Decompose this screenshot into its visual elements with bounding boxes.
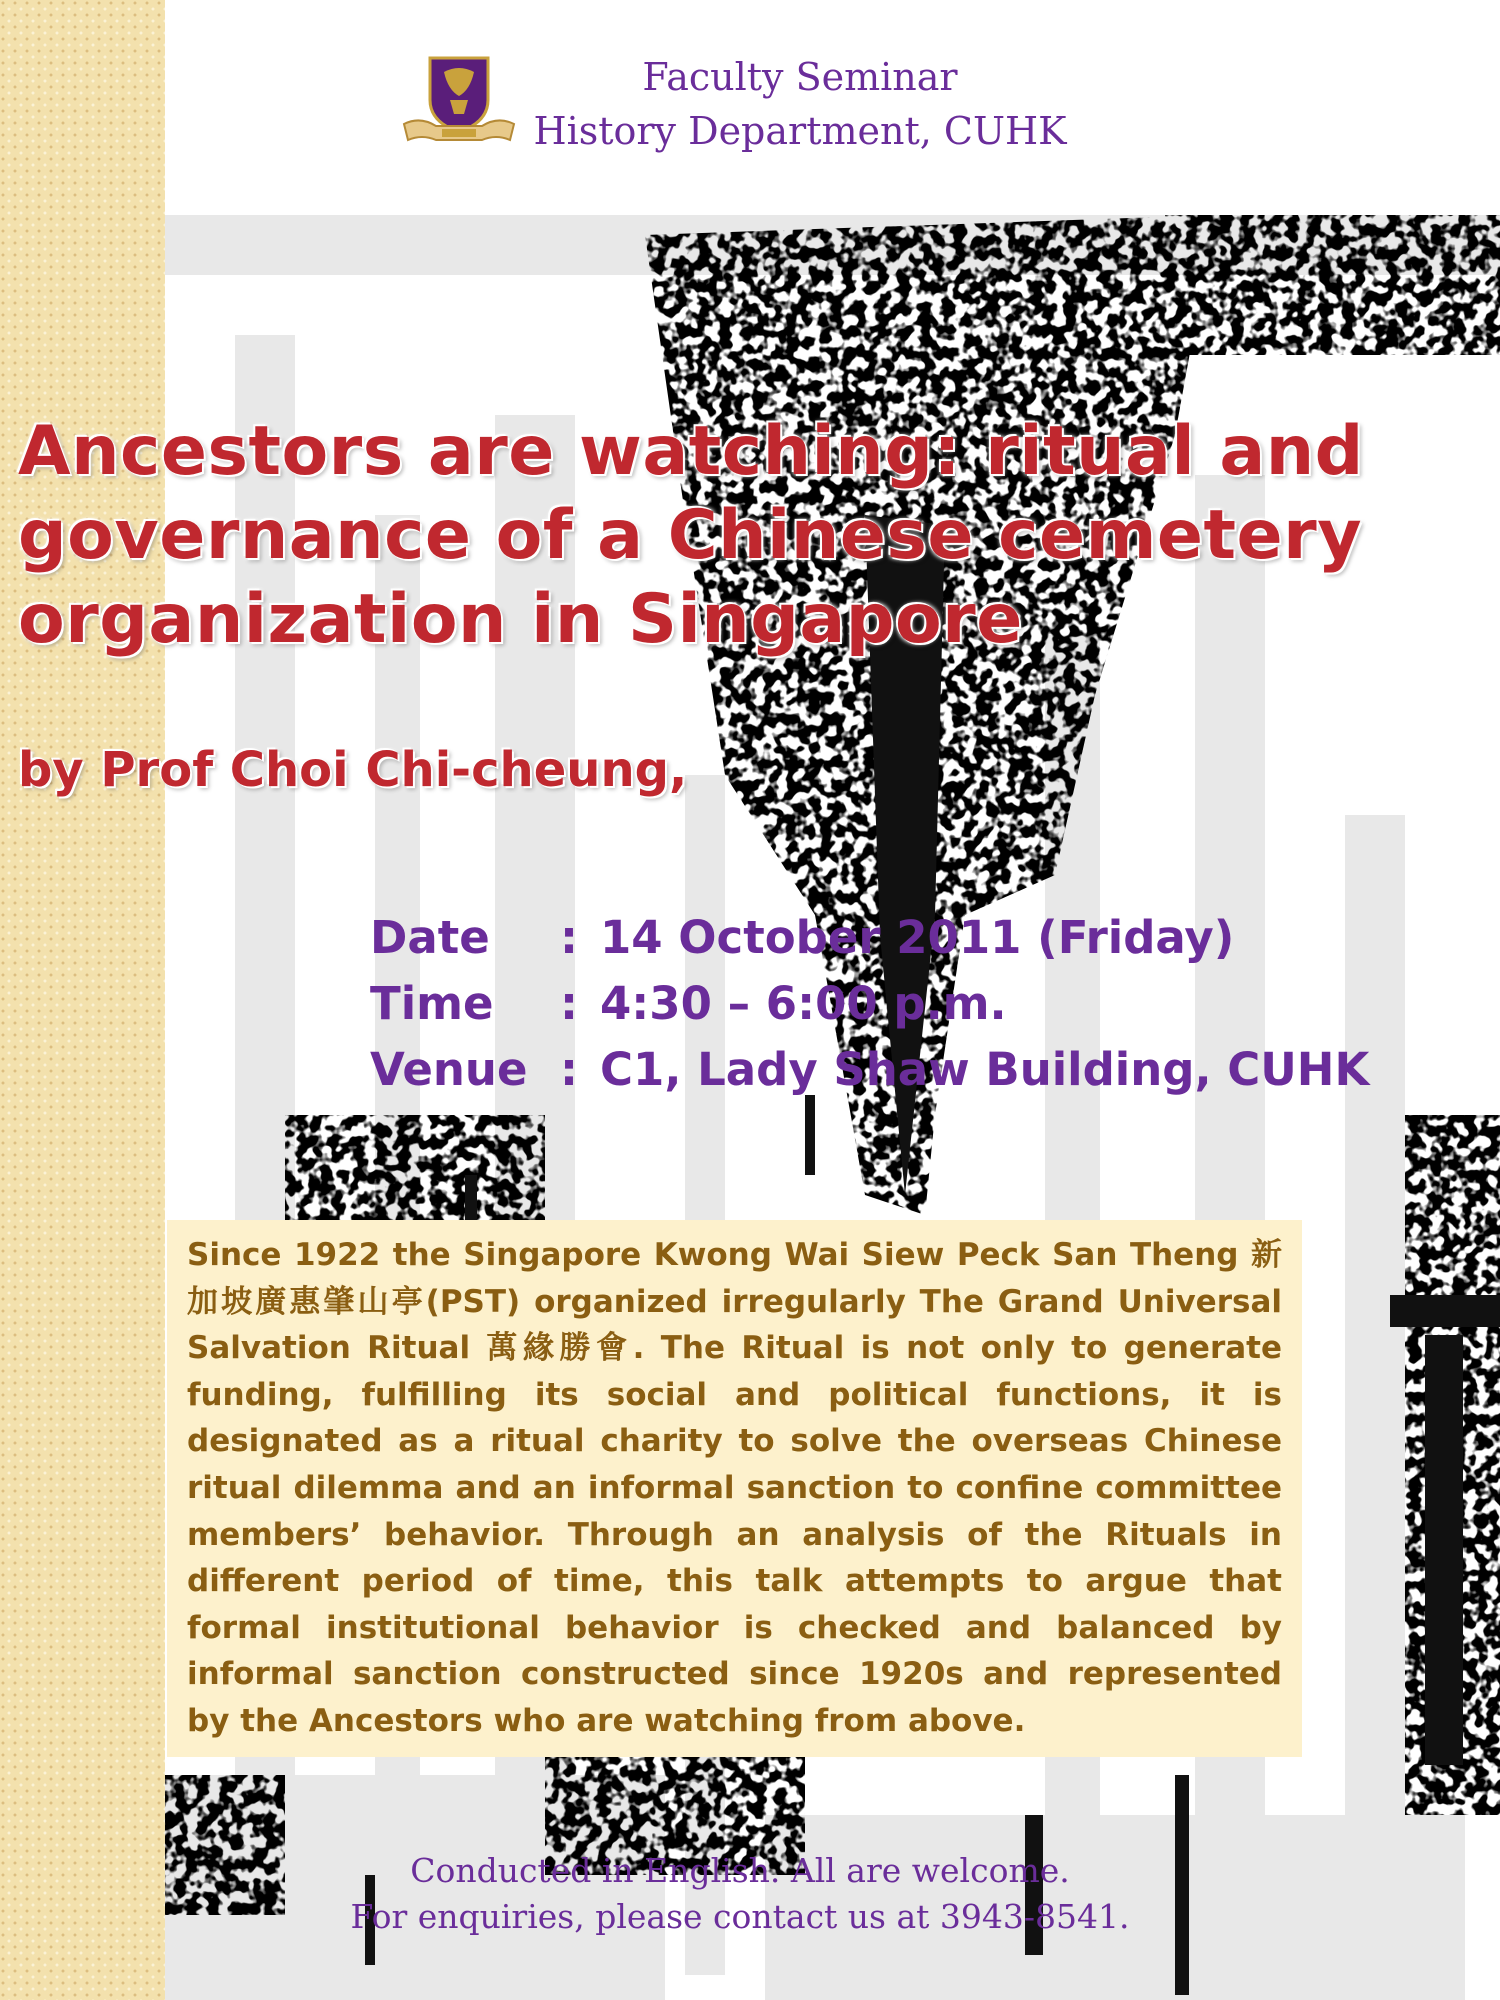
detail-label: Time (370, 977, 494, 1030)
header-line-2: History Department, CUHK (533, 109, 1067, 153)
title-line-3: organization in Singapore (18, 580, 1023, 659)
abstract-box (167, 1220, 1302, 1757)
detail-label: Venue (370, 1043, 528, 1096)
detail-separator: : (560, 977, 578, 1030)
header-line-1: Faculty Seminar (642, 55, 958, 99)
decorative-side-strip (0, 0, 165, 2000)
speaker-name: by Prof Choi Chi-cheung, (18, 742, 688, 798)
detail-label: Date (370, 911, 490, 964)
event-details (370, 905, 1490, 1103)
detail-row-venue (370, 1037, 1490, 1103)
detail-separator: : (560, 911, 578, 964)
title-line-2: governance of a Chinese cemetery (18, 496, 1363, 575)
title-line-1: Ancestors are watching: ritual and (18, 412, 1364, 491)
detail-value: 4:30 – 6:00 p.m. (600, 977, 1007, 1030)
detail-value: 14 October 2011 (Friday) (600, 911, 1235, 964)
detail-row-date (370, 905, 1490, 971)
detail-separator: : (560, 1043, 578, 1096)
cuhk-crest-icon (400, 50, 518, 146)
detail-row-time (370, 971, 1490, 1037)
footer-language-note: Conducted in English. All are welcome. (410, 1851, 1070, 1890)
footer (290, 1848, 1190, 1940)
abstract-text: Since 1922 the Singapore Kwong Wai Siew Peck San Theng 新加坡廣惠肇山亭(PST) organized irregularly The Grand Universal Salvation Ritual 萬緣勝會. The Ritual is not only to generate funding, fulfilling its social and political functions, it is designated as a ritual charity to solve the overseas Chinese ritual dilemma and an informal sanction to confine committee members’ behavior. Through an analysis of the Rituals in different period of time, this talk attempts to argue that formal institutional behavior is checked and balanced by informal sanction constructed since 1920s and represented by the Ancestors who are watching from above. (187, 1237, 1282, 1739)
detail-value: C1, Lady Shaw Building, CUHK (600, 1043, 1370, 1096)
seminar-title (18, 410, 1488, 662)
seminar-header (520, 50, 1080, 158)
footer-enquiries: For enquiries, please contact us at 3943-8541. (350, 1897, 1130, 1936)
